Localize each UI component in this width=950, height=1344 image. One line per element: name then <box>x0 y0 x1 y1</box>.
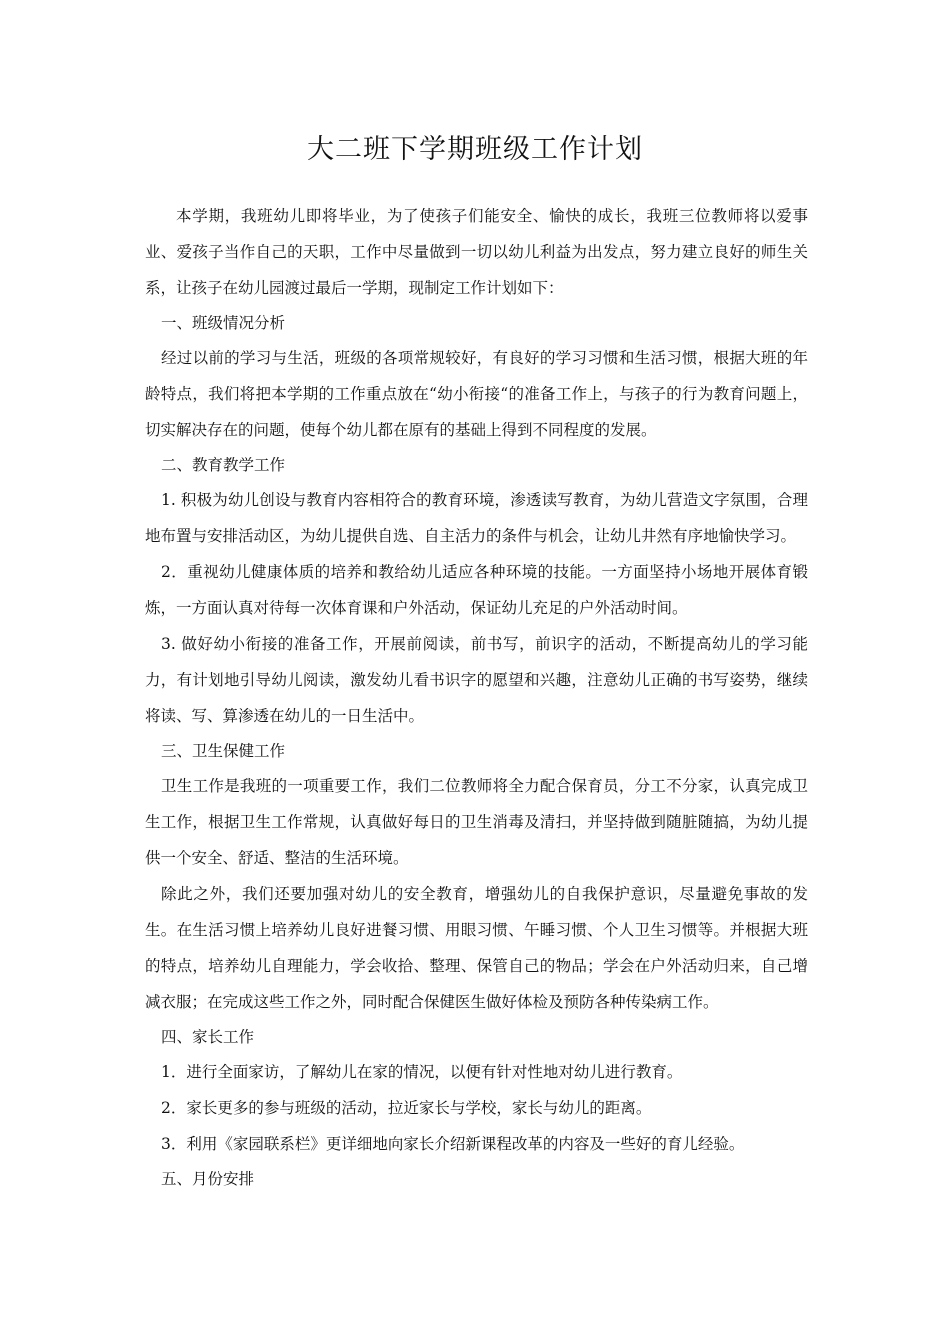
section-heading-class-analysis: 一、班级情况分析 <box>161 314 286 332</box>
document-title: 大二班下学期班级工作计划 <box>307 134 643 165</box>
education-item-1: 1. 积极为幼儿创设与教育内容相符合的教育环境，渗透读写教育，为幼儿营造文字氛围，合理地布置与安排活动区，为幼儿提供自选、自主活力的条件与机会，让幼儿井然有序地愉快学习。 <box>145 491 808 545</box>
section-heading-health: 三、卫生保健工作 <box>161 742 286 760</box>
parents-item-1: 1．进行全面家访，了解幼儿在家的情况，以便有针对性地对幼儿进行教育。 <box>161 1063 683 1081</box>
education-item-2: 2．重视幼儿健康体质的培养和教给幼儿适应各种环境的技能。一方面坚持小场地开展体育锻炼，一方面认真对待每一次体育课和户外活动，保证幼儿充足的户外活动时间。 <box>145 563 808 617</box>
intro-paragraph: 本学期，我班幼儿即将毕业，为了使孩子们能安全、愉快的成长，我班三位教师将以爱事业、爱孩子当作自己的天职，工作中尽量做到一切以幼儿利益为出发点，努力建立良好的师生关系，让孩子在幼儿园渡过最后一学期，现制定工作计划如下： <box>145 207 808 297</box>
parents-item-3: 3．利用《家园联系栏》更详细地向家长介绍新课程改革的内容及一些好的育儿经验。 <box>161 1135 745 1153</box>
parents-item-2: 2．家长更多的参与班级的活动，拉近家长与学校，家长与幼儿的距离。 <box>161 1099 652 1117</box>
education-item-3: 3. 做好幼小衔接的准备工作，开展前阅读，前书写，前识字的活动，不断提高幼儿的学习能力，有计划地引导幼儿阅读，激发幼儿看书识字的愿望和兴趣，注意幼儿正确的书写姿势，继续将读、写、算渗透在幼儿的一日生活中。 <box>145 635 808 725</box>
health-paragraph-2: 除此之外，我们还要加强对幼儿的安全教育，增强幼儿的自我保护意识，尽量避免事故的发生。在生活习惯上培养幼儿良好进餐习惯、用眼习惯、午睡习惯、个人卫生习惯等。并根据大班的特点，培养幼儿自理能力，学会收拾、整理、保管自己的物品；学会在户外活动归来，自己增减衣服；在完成这些工作之外，同时配合保健医生做好体检及预防各种传染病工作。 <box>145 885 808 1011</box>
section-heading-education: 二、教育教学工作 <box>161 456 286 474</box>
health-paragraph-1: 卫生工作是我班的一项重要工作，我们二位教师将全力配合保育员，分工不分家，认真完成卫生工作，根据卫生工作常规，认真做好每日的卫生消毒及清扫，并坚持做到随脏随搞，为幼儿提供一个安全、舒适、整洁的生活环境。 <box>145 777 808 867</box>
section-heading-monthly: 五、月份安排 <box>161 1170 255 1188</box>
section-heading-parents: 四、家长工作 <box>161 1028 255 1046</box>
class-analysis-paragraph: 经过以前的学习与生活，班级的各项常规较好，有良好的学习习惯和生活习惯，根据大班的年龄特点，我们将把本学期的工作重点放在“幼小衔接“的准备工作上，与孩子的行为教育问题上，切实解决存在的问题，使每个幼儿都在原有的基础上得到不同程度的发展。 <box>145 349 808 439</box>
document-body <box>145 198 808 1196</box>
